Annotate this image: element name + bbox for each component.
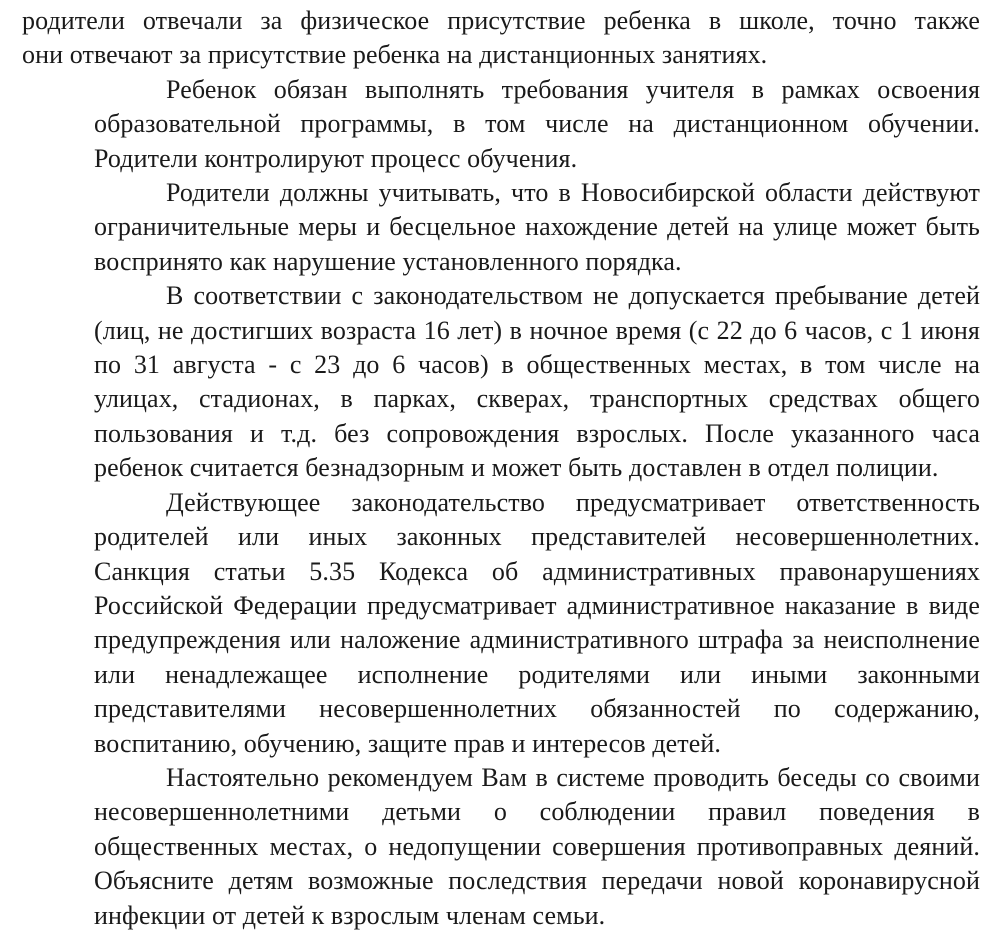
text-line: ограничительные меры и бесцельное нахождение детей на улице может быть xyxy=(94,212,980,242)
paragraph-1 xyxy=(22,4,980,73)
text-line: родители отвечали за физическое присутствие ребенка в школе, точно также xyxy=(22,6,980,35)
text-line: Ребенок обязан выполнять требования учителя в рамках освоения xyxy=(166,74,980,104)
text-line: Действующее законодательство предусматривает ответственность xyxy=(166,487,980,517)
text-line: по 31 августа - с 23 до 6 часов) в общественных местах, в том числе на xyxy=(94,350,980,380)
text-line: общественных местах, о недопущении совершения противоправных деяний. xyxy=(94,831,980,861)
paragraph-4 xyxy=(22,279,980,485)
text-line: воспринято как нарушение установленного порядка. xyxy=(94,246,682,276)
text-line: предупреждения или наложение административного штрафа за неисполнение xyxy=(94,625,980,655)
text-line: Родители должны учитывать, что в Новосибирской области действуют xyxy=(166,178,980,208)
text-line: В соответствии с законодательством не допускается пребывание детей xyxy=(166,281,980,311)
paragraph-3 xyxy=(22,176,980,279)
text-line: представителями несовершеннолетних обязанностей по содержанию, xyxy=(94,694,980,724)
text-line: Российской Федерации предусматривает административное наказание в виде xyxy=(94,590,980,620)
text-line: родителей или иных законных представителей несовершеннолетних. xyxy=(94,522,980,552)
text-line: Родители контролируют процесс обучения. xyxy=(94,143,578,173)
text-line: образовательной программы, в том числе на дистанционном обучении. xyxy=(94,109,980,139)
text-line: они отвечают за присутствие ребенка на дистанционных занятиях. xyxy=(22,40,768,70)
text-line: несовершеннолетними детьми о соблюдении правил поведения в xyxy=(94,797,980,827)
paragraph-5 xyxy=(22,486,980,761)
paragraph-6 xyxy=(22,761,980,933)
text-line: или ненадлежащее исполнение родителями или иными законными xyxy=(94,659,980,689)
paragraph-2 xyxy=(22,73,980,176)
text-line: Настоятельно рекомендуем Вам в системе проводить беседы со своими xyxy=(166,762,980,792)
text-line: инфекции от детей к взрослым членам семьи. xyxy=(94,900,606,930)
document-page xyxy=(22,4,980,933)
text-line: (лиц, не достигших возраста 16 лет) в ночное время (с 22 до 6 часов, с 1 июня xyxy=(94,315,980,345)
text-line: ребенок считается безнадзорным и может быть доставлен в отдел полиции. xyxy=(94,453,939,483)
text-line: воспитанию, обучению, защите прав и интересов детей. xyxy=(94,728,722,758)
text-line: Санкция статьи 5.35 Кодекса об административных правонарушениях xyxy=(94,556,980,586)
text-line: Объясните детям возможные последствия передачи новой коронавирусной xyxy=(94,866,980,896)
text-line: улицах, стадионах, в парках, скверах, транспортных средствах общего xyxy=(94,384,980,414)
text-line: пользования и т.д. без сопровождения взрослых. После указанного часа xyxy=(94,418,980,448)
